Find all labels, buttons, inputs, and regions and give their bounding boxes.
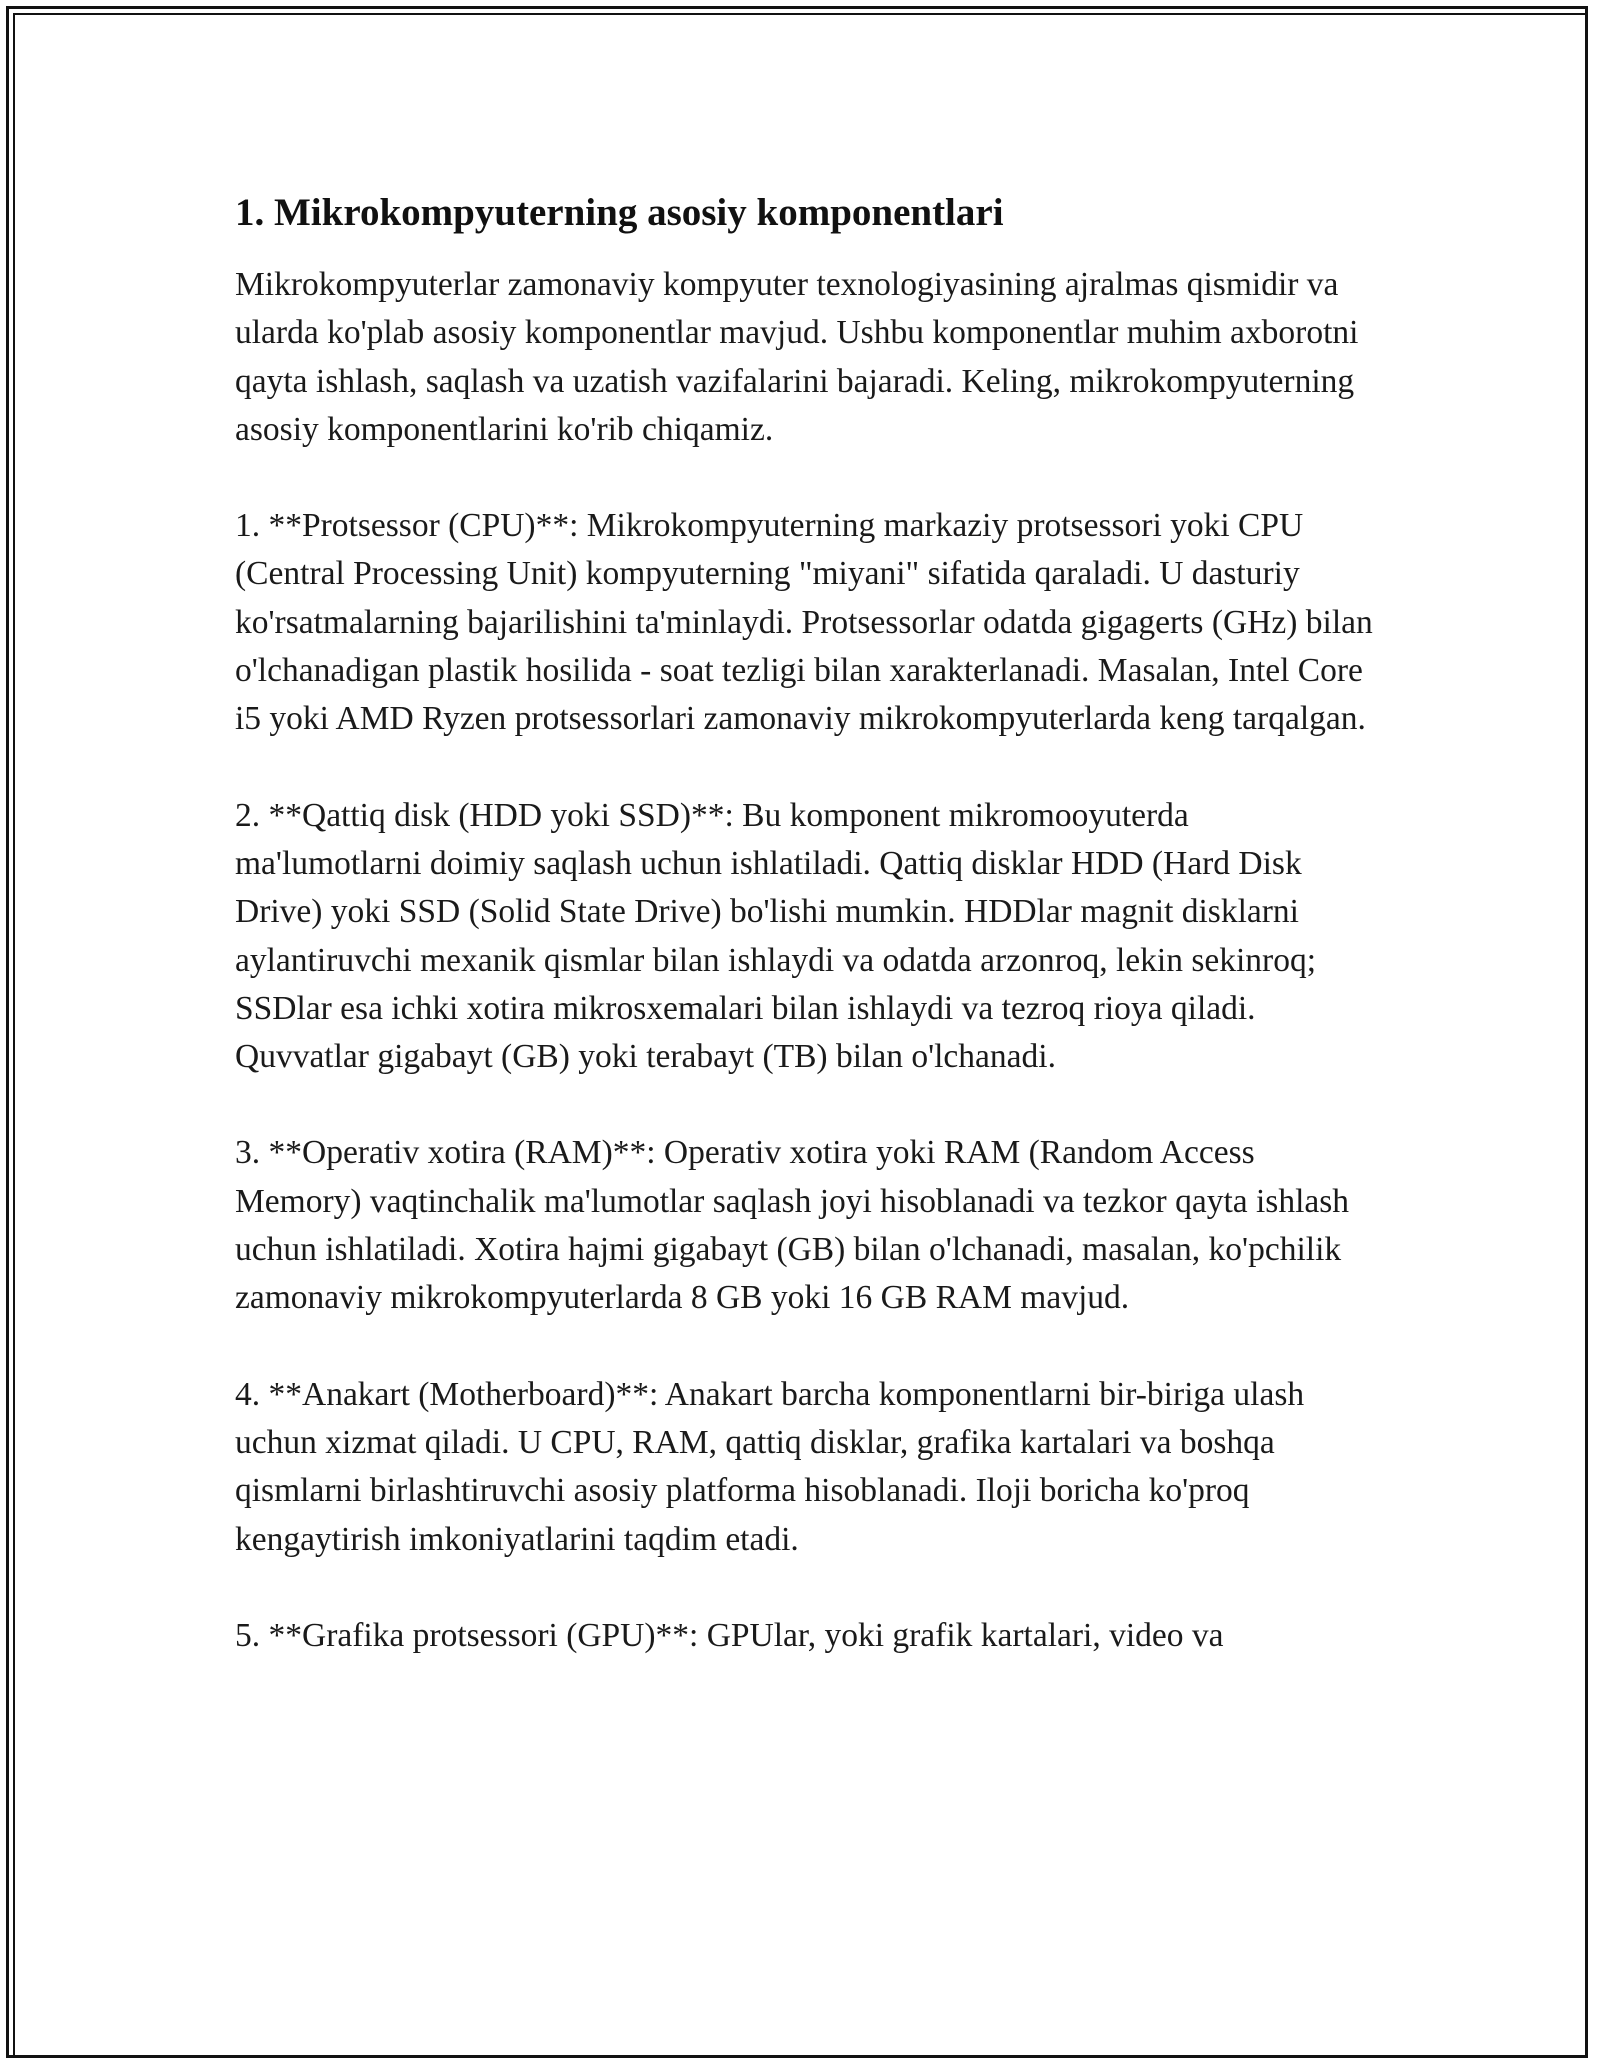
document-body — [235, 185, 1375, 1708]
paragraph-cpu: 1. **Protsessor (CPU)**: Mikrokompyuterning markaziy protsessori yoki CPU (Central Processing Unit) kompyuterning "miyani" sifatida qaraladi. U dasturiy ko'rsatmalarning bajarilishini ta'minlaydi. Protsessorlar odatda gigagerts (GHz) bilan o'lchanadigan plastik hosilida - soat tezligi bilan xarakterlanadi. Masalan, Intel Core i5 yoki AMD Ryzen protsessorlari zamonaviy mikrokompyuterlarda keng tarqalgan. — [235, 507, 1373, 738]
paragraph-disk: 2. **Qattiq disk (HDD yoki SSD)**: Bu komponent mikromooyuterda ma'lumotlarni doimiy saqlash uchun ishlatiladi. Qattiq disklar HDD (Hard Disk Drive) yoki SSD (Solid State Drive) bo'lishi mumkin. HDDlar magnit disklarni aylantiruvchi mexanik qismlar bilan ishlaydi va odatda arzonroq, lekin sekinroq; SSDlar esa ichki xotira mikrosxemalari bilan ishlaydi va tezroq rioya qiladi. Quvvatlar gigabayt (GB) yoki terabayt (TB) bilan o'lchanadi. — [235, 796, 1317, 1076]
paragraph-motherboard: 4. **Anakart (Motherboard)**: Anakart barcha komponentlarni bir-biriga ulash uchun xizmat qiladi. U CPU, RAM, qattiq disklar, grafika kartalari va boshqa qismlarni birlashtiruvchi asosiy platforma hisoblanadi. Iloji boricha ko'proq kengaytirish imkoniyatlarini taqdim etadi. — [235, 1375, 1305, 1558]
paragraph-gpu: 5. **Grafika protsessori (GPU)**: GPUlar, yoki grafik kartalari, video va — [235, 1616, 1224, 1654]
paragraph-intro: Mikrokompyuterlar zamonaviy kompyuter texnologiyasining ajralmas qismidir va ularda ko'plab asosiy komponentlar mavjud. Ushbu komponentlar muhim axborotni qayta ishlash, saqlash va uzatish vazifalarini bajaradi. Keling, mikrokompyuterning asosiy komponentlarini ko'rib chiqamiz. — [235, 266, 1359, 448]
paragraph-ram: 3. **Operativ xotira (RAM)**: Operativ xotira yoki RAM (Random Access Memory) vaqtinchalik ma'lumotlar saqlash joyi hisoblanadi va tezkor qayta ishlash uchun ishlatiladi. Xotira hajmi gigabayt (GB) bilan o'lchanadi, masalan, ko'pchilik zamonaviy mikrokompyuterlarda 8 GB yoki 16 GB RAM mavjud. — [235, 1134, 1350, 1317]
document-title: 1. Mikrokompyuterning asosiy komponentlari — [235, 191, 1004, 234]
